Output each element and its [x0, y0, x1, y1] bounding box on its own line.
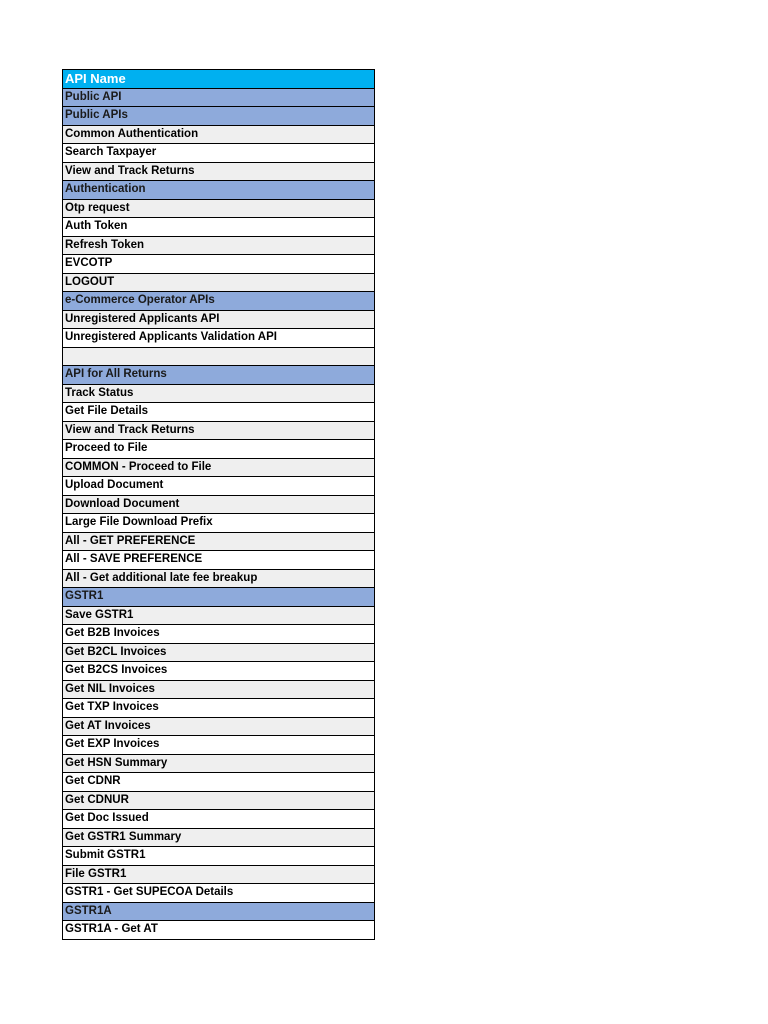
- api-table: [62, 69, 375, 940]
- table-row: COMMON - Proceed to File: [63, 459, 374, 478]
- table-row: Submit GSTR1: [63, 847, 374, 866]
- table-row: LOGOUT: [63, 274, 374, 293]
- table-row: Get EXP Invoices: [63, 736, 374, 755]
- table-row: All - GET PREFERENCE: [63, 533, 374, 552]
- table-row: Get AT Invoices: [63, 718, 374, 737]
- table-row: Refresh Token: [63, 237, 374, 256]
- table-row: All - Get additional late fee breakup: [63, 570, 374, 589]
- table-row: Get HSN Summary: [63, 755, 374, 774]
- table-row: GSTR1 - Get SUPECOA Details: [63, 884, 374, 903]
- table-row: All - SAVE PREFERENCE: [63, 551, 374, 570]
- table-row: Get CDNUR: [63, 792, 374, 811]
- table-row: Search Taxpayer: [63, 144, 374, 163]
- table-row: Track Status: [63, 385, 374, 404]
- table-header: API Name: [63, 70, 374, 89]
- table-row: Get B2CL Invoices: [63, 644, 374, 663]
- section-header-row: e-Commerce Operator APIs: [63, 292, 374, 311]
- table-row: View and Track Returns: [63, 422, 374, 441]
- table-row: Get B2B Invoices: [63, 625, 374, 644]
- table-row: Get File Details: [63, 403, 374, 422]
- blank-row: [63, 348, 374, 367]
- table-row: Unregistered Applicants API: [63, 311, 374, 330]
- section-header-row: Authentication: [63, 181, 374, 200]
- table-row: Upload Document: [63, 477, 374, 496]
- table-row: Common Authentication: [63, 126, 374, 145]
- table-row: Proceed to File: [63, 440, 374, 459]
- table-row: Large File Download Prefix: [63, 514, 374, 533]
- table-row: Otp request: [63, 200, 374, 219]
- table-row: Download Document: [63, 496, 374, 515]
- table-row: Get GSTR1 Summary: [63, 829, 374, 848]
- table-row: Get Doc Issued: [63, 810, 374, 829]
- table-row: Get CDNR: [63, 773, 374, 792]
- table-row: Unregistered Applicants Validation API: [63, 329, 374, 348]
- section-header-row: API for All Returns: [63, 366, 374, 385]
- table-row: View and Track Returns: [63, 163, 374, 182]
- table-row: Get NIL Invoices: [63, 681, 374, 700]
- table-row: EVCOTP: [63, 255, 374, 274]
- table-row: Get B2CS Invoices: [63, 662, 374, 681]
- table-row: Save GSTR1: [63, 607, 374, 626]
- table-body: [63, 89, 374, 940]
- table-row: GSTR1A - Get AT: [63, 921, 374, 940]
- section-header-row: GSTR1: [63, 588, 374, 607]
- section-header-row: Public APIs: [63, 107, 374, 126]
- table-row: Get TXP Invoices: [63, 699, 374, 718]
- section-header-row: GSTR1A: [63, 903, 374, 922]
- table-row: File GSTR1: [63, 866, 374, 885]
- table-row: Auth Token: [63, 218, 374, 237]
- section-header-row: Public API: [63, 89, 374, 108]
